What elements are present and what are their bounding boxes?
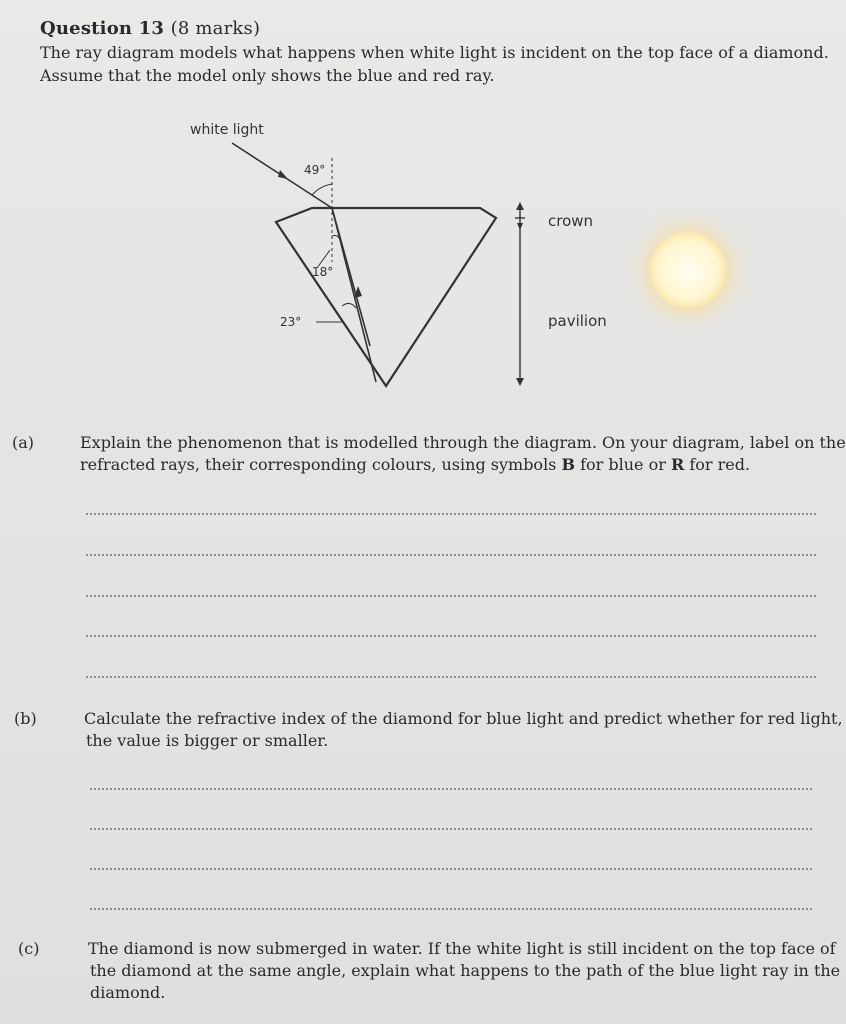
question-header — [40, 18, 830, 87]
crown-arrow-down-icon — [517, 223, 523, 230]
incident-arrow-icon — [278, 170, 288, 179]
answer-line[interactable] — [86, 635, 816, 637]
part-a-letter: (a) — [12, 433, 35, 452]
part-a-text-2: for blue or — [575, 455, 671, 474]
part-a — [12, 432, 846, 476]
intro-line-2: Assume that the model only shows the blue and red ray. — [40, 66, 495, 85]
label-angle-18: 18° — [312, 265, 334, 279]
part-b-text: Calculate the refractive index of the diamond for blue light and predict whether for red light, the value is bigger or smaller. — [84, 709, 843, 750]
part-c-text: The diamond is now submerged in water. If the white light is still incident on the top face of the diamond at the same angle, explain what happens to the path of the blue light ray in the diamond. — [88, 939, 841, 1002]
part-b — [14, 708, 846, 752]
question-title — [40, 18, 830, 39]
light-glare — [650, 232, 726, 308]
intro-line-1: The ray diagram models what happens when white light is incident on the top face of a diamond. — [40, 43, 829, 62]
diamond-ray-diagram — [180, 110, 620, 400]
question-number: Question 13 — [40, 18, 165, 39]
part-c — [18, 938, 846, 1004]
angle-arc-49 — [312, 184, 332, 195]
answer-line[interactable] — [90, 788, 812, 790]
answer-line[interactable] — [90, 868, 812, 870]
part-b-letter: (b) — [14, 709, 37, 728]
part-a-text-1: Explain the phenomenon that is modelled through the diagram. On your diagram, label on the refracted rays, their corresponding colours, using symbols — [80, 433, 846, 474]
question-intro — [40, 41, 830, 87]
part-a-symbol-r: R — [670, 455, 685, 474]
height-arrow-bottom-icon — [516, 378, 524, 386]
label-white-light: white light — [190, 122, 264, 138]
question-marks: (8 marks) — [170, 18, 261, 39]
answer-line[interactable] — [90, 908, 812, 910]
refracted-ray-right — [332, 208, 370, 346]
label-crown: crown — [548, 212, 594, 230]
part-c-letter: (c) — [18, 939, 40, 958]
label-angle-49: 49° — [304, 163, 326, 177]
angle-arc-23 — [342, 303, 356, 308]
height-arrow-top-icon — [516, 202, 524, 210]
label-pavilion: pavilion — [548, 312, 607, 330]
diamond-outline — [276, 208, 496, 386]
answer-line[interactable] — [90, 828, 812, 830]
answer-line[interactable] — [86, 676, 816, 678]
part-a-text-3: for red. — [684, 455, 751, 474]
part-a-symbol-b: B — [561, 455, 576, 474]
answer-line[interactable] — [86, 554, 816, 556]
answer-line[interactable] — [86, 595, 816, 597]
answer-line[interactable] — [86, 513, 816, 515]
label-angle-23: 23° — [280, 315, 302, 329]
